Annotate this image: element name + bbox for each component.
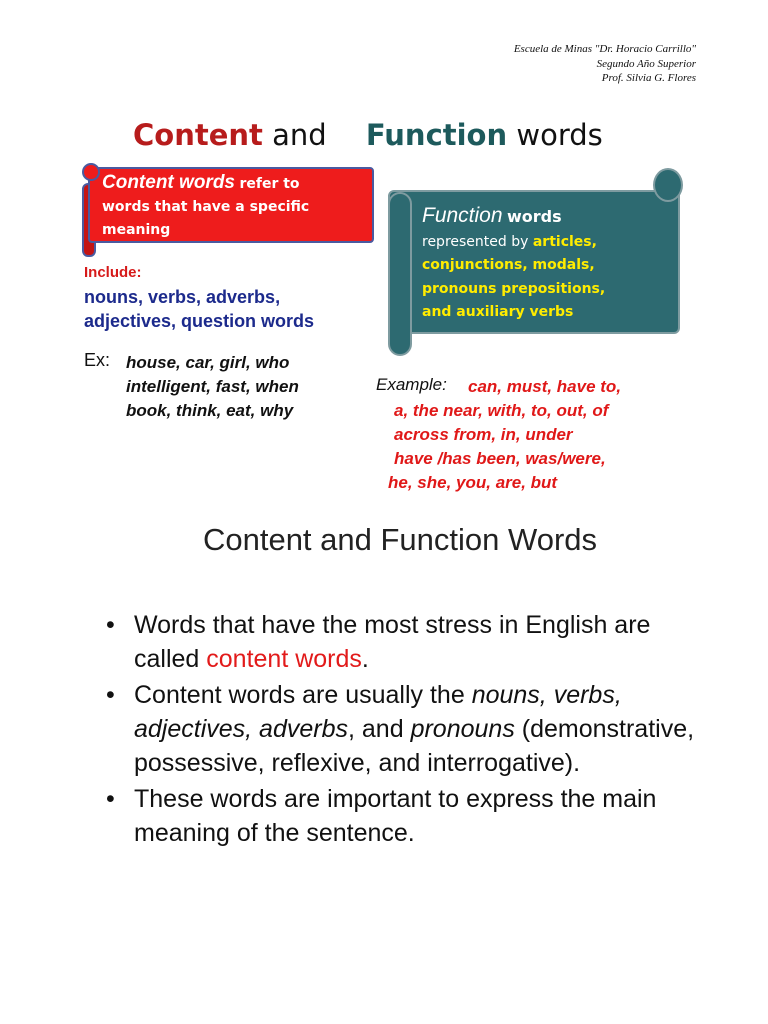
slide-bullets [106,608,706,852]
content-examples-label: Ex: [84,350,111,370]
scroll-curl-top-right [653,168,683,202]
include-label: Include: [84,264,142,281]
function-example-line2: a, the near, with, to, out, of [394,401,609,420]
bullet-dot: • [106,681,115,709]
function-example-line3: across from, in, under [394,425,573,444]
bullet2-end: (demonstrative, possessive, reflexive, and interrogative). [134,715,695,777]
header-line-school: Escuela de Minas "Dr. Horacio Carrillo" [513,43,696,55]
content-words-definition [102,171,364,242]
function-words-scroll [388,168,683,358]
bullet3-text: These words are important to express the main meaning of the sentence. [134,785,657,847]
slide-title: Content and Function Words [202,522,598,557]
function-example-line4: have /has been, was/were, [394,449,606,468]
function-words-word: words [507,207,562,226]
scroll-curl-left [388,192,412,356]
bullet1-end: . [361,645,369,673]
content-words-scroll [82,163,376,253]
bullet1-highlight: content words [206,645,362,673]
header-line-course: Segundo Año Superior [596,57,696,70]
bullet-item [106,782,706,850]
content-words-refer: refer to [239,176,300,192]
bullet2-text: Content words are usually the [134,681,472,709]
include-line2: adjectives, question words [84,311,315,331]
function-example-line5: he, she, you, are, but [388,473,558,492]
include-list [84,285,314,333]
bullet2-italic-pronouns: pronouns [410,715,515,743]
function-words-lead: Function [422,204,503,227]
content-examples [126,351,299,423]
function-words-line5: and auxiliary verbs [422,304,574,320]
bullet-dot: • [106,785,115,813]
function-words-line4: pronouns prepositions, [422,280,606,297]
include-line1: nouns, verbs, adverbs, [84,287,281,307]
bullet1-text: Words that have the most stress in English are called [134,611,651,673]
title-function: Function [365,118,508,152]
function-words-represented: represented by [422,233,533,250]
title-and: and [272,118,327,152]
content-example-line3: book, think, eat, why [126,401,294,420]
function-examples [376,375,706,495]
function-example-line1: can, must, have to, [468,377,622,396]
content-words-line3: meaning [102,222,171,238]
function-words-line3: conjunctions, modals, [422,257,595,273]
content-words-lead: Content words [102,172,235,193]
scroll-curl-top [82,163,100,181]
function-words-articles: articles, [532,233,597,250]
bullet-item [106,678,706,780]
bullet-item [106,608,706,676]
bullet-text [134,608,706,676]
title-content: Content [133,118,263,152]
content-words-line2: words that have a specific [102,199,310,215]
content-example-line2: intelligent, fast, when [126,377,299,396]
function-words-definition [422,204,674,325]
function-examples-label: Example: [376,375,447,394]
bullet-text [134,678,706,780]
title-words: words [516,118,603,152]
header-line-teacher: Prof. Silvia G. Flores [601,72,696,84]
bullet2-and: , and [348,715,411,743]
bullet-dot: • [106,611,115,639]
school-header [514,42,696,86]
page-title [133,118,603,152]
content-example-line1: house, car, girl, who [126,353,290,372]
bullet2-italic-list: nouns, verbs, adjectives, adverbs [134,681,622,743]
